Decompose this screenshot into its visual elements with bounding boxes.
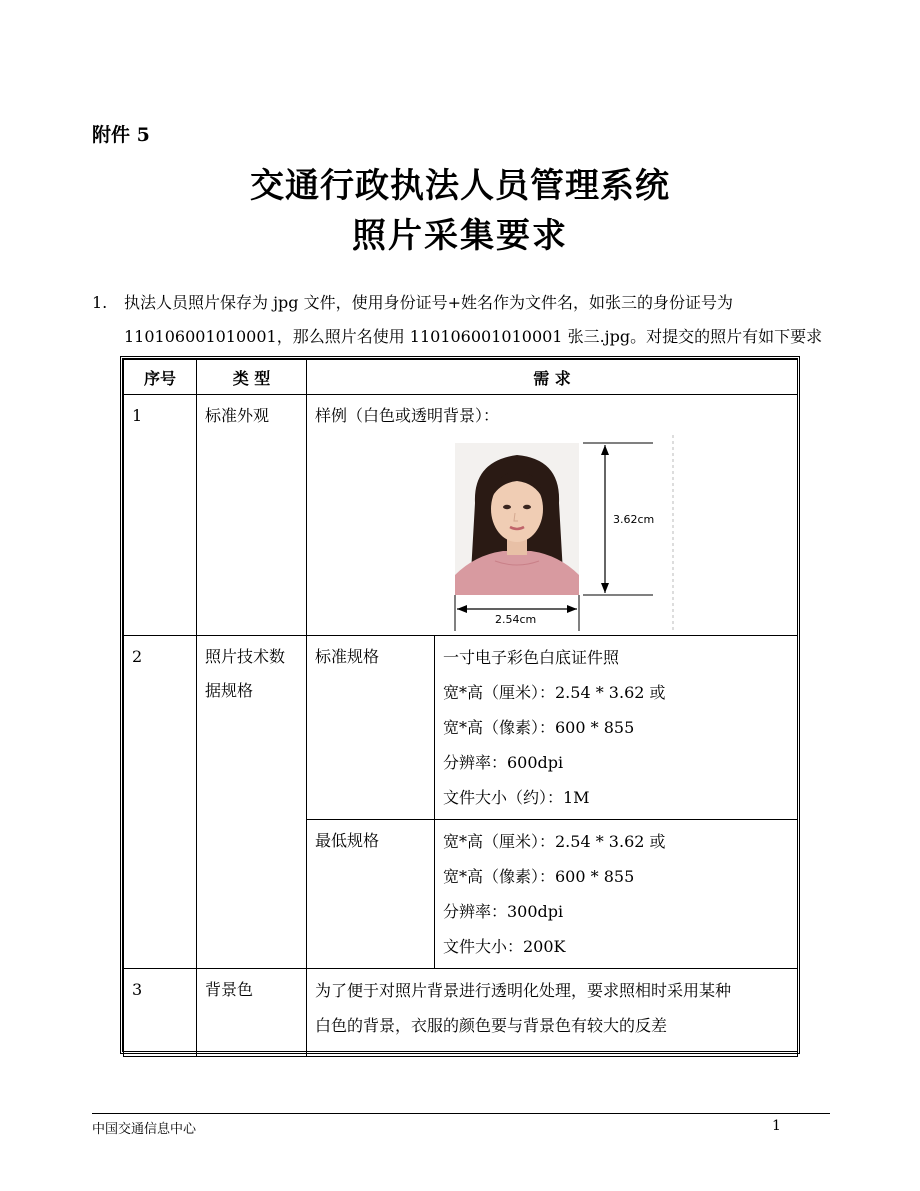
intro-line-1: 执法人员照片保存为 jpg 文件，使用身份证号+姓名作为文件名，如张三的身份证号为 — [124, 293, 734, 312]
height-dimension-label: 3.62cm — [613, 513, 655, 526]
standard-spec-line: 宽*高（厘米）：2.54 * 3.62 或 — [443, 683, 666, 702]
minimum-spec-line: 宽*高（像素）：600 * 855 — [443, 867, 635, 886]
sample-label: 样例（白色或透明背景）： — [315, 406, 500, 425]
minimum-spec-label: 最低规格 — [307, 820, 435, 969]
table-header-row — [124, 360, 798, 395]
footer-organization: 中国交通信息中心 — [92, 1122, 197, 1137]
page-number: 1 — [772, 1118, 781, 1134]
table-row-2a — [124, 636, 798, 820]
header-seq: 序号 — [124, 360, 197, 395]
table-row-1 — [124, 395, 798, 636]
standard-spec-line: 文件大小（约）：1M — [443, 788, 590, 807]
row2-type: 照片技术数据规格 — [197, 636, 307, 969]
row3-type: 背景色 — [197, 969, 307, 1057]
standard-spec-label: 标准规格 — [307, 636, 435, 820]
attachment-label: 附件 5 — [92, 124, 150, 146]
background-requirement-line: 为了便于对照片背景进行透明化处理，要求照相时采用某种 — [315, 981, 732, 1000]
row2-seq: 2 — [124, 636, 197, 969]
standard-spec-line: 一寸电子彩色白底证件照 — [443, 648, 620, 667]
standard-spec-line: 分辨率：600dpi — [443, 753, 564, 772]
requirements-table — [120, 356, 800, 1054]
footer-divider — [92, 1113, 830, 1114]
row1-type: 标准外观 — [197, 395, 307, 636]
minimum-spec-lines — [435, 820, 798, 969]
row1-requirement — [307, 395, 798, 636]
header-type: 类 型 — [197, 360, 307, 395]
row3-requirement — [307, 969, 798, 1057]
row1-seq: 1 — [124, 395, 197, 636]
document-title: 交通行政执法人员管理系统 — [250, 166, 670, 206]
table-row-3 — [124, 969, 798, 1057]
header-requirement: 需 求 — [307, 360, 798, 395]
minimum-spec-line: 文件大小：200K — [443, 937, 566, 956]
minimum-spec-line: 宽*高（厘米）：2.54 * 3.62 或 — [443, 832, 666, 851]
minimum-spec-line: 分辨率：300dpi — [443, 902, 564, 921]
dimension-lines — [307, 395, 797, 645]
intro-line-2: 110106001010001，那么照片名使用 110106001010001 张三.jpg。对提交的照片有如下要求 — [124, 327, 823, 346]
width-dimension-label: 2.54cm — [495, 613, 537, 626]
row3-seq: 3 — [124, 969, 197, 1057]
standard-spec-line: 宽*高（像素）：600 * 855 — [443, 718, 635, 737]
intro-number: 1. — [92, 293, 108, 312]
document-subtitle: 照片采集要求 — [352, 216, 568, 256]
background-requirement-line: 白色的背景，衣服的颜色要与背景色有较大的反差 — [315, 1016, 668, 1035]
standard-spec-lines — [435, 636, 798, 820]
